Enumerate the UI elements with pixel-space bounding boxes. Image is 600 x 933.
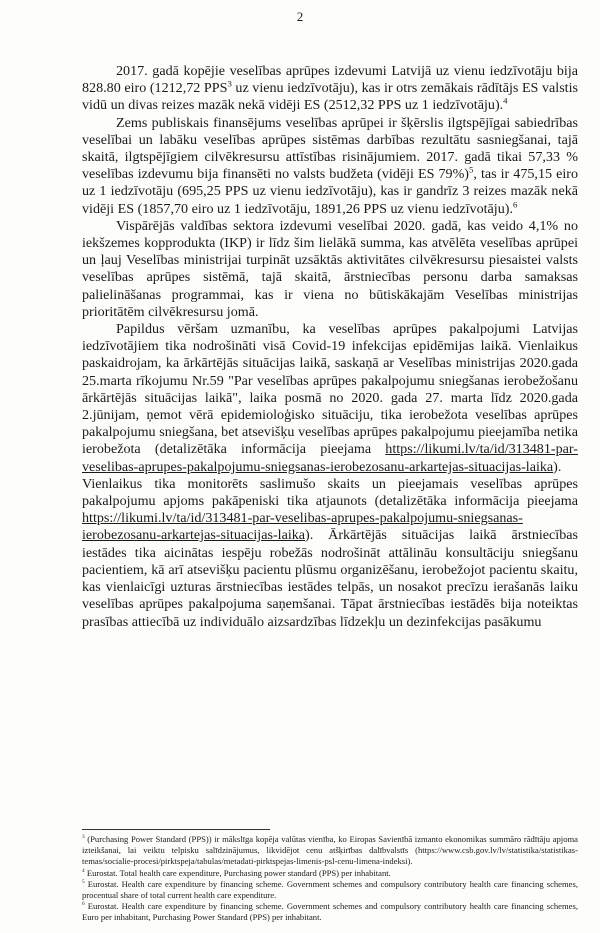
footnote-mark: 4 [82,867,85,874]
paragraph-text: uz vienu iedzīvotāju), kas ir otrs zemākais rādītājs ES valstis vidū un divas reizes mazāk nekā vidēji ES (2512,32 PPS uz 1 iedzīvotāju). [82,80,578,114]
footnote-ref-4[interactable]: 4 [503,95,508,106]
footnote-separator [82,829,270,830]
paragraph-public-funding [82,115,578,218]
likumi-link-1[interactable]: https://likumi.lv/ta/id/313481-par-veselibas-aprupes-pakalpojumu-sniegsanas-ierobezosanu-arkartejas-situacijas-laika [82,441,578,475]
paragraph-text: Papildus vēršam uzmanību, ka veselības aprūpes pakalpojumi Latvijas iedzīvotājiem tika nodrošināti visā Covid-19 infekcijas epidēmijas laikā. Vienlaikus paskaidrojam, ka ārkārtējās situācijas laikā, saskaņā ar Veselības ministrijas 2020.gada 25.marta rīkojumu Nr.59 "Par veselības aprūpes pakalpojumu sniegšanas ierobežošanu ārkārtējās situācijas laikā", laika posmā no 2020. gada 27. marta līdz 2020.gada 2.jūnijam, ņemot vērā epidemioloģisko situāciju, tika ierobežota veselības aprūpes pakalpojumu sniegšana, bet atsevišķu veselības aprūpes pakalpojumu pieejamība netika ierobežota (detalizētāka informācija pieejama [82,321,578,458]
page-number: 2 [296,9,304,24]
footnote-ref-3[interactable]: 3 [227,78,232,89]
footnote-mark: 6 [82,901,85,908]
footnote-4 [82,868,578,879]
likumi-link-2[interactable]: https://likumi.lv/ta/id/313481-par-veselibas-aprupes-pakalpojumu-sniegsanas-ierobezosanu-arkartejas-situacijas-laika [82,510,523,544]
paragraph-text: 2017. gadā kopējie veselības aprūpes izdevumi Latvijā uz vienu iedzīvotāju bija 828.80 eiro (1212,72 PPS [82,63,578,97]
footnote-ref-6[interactable]: 6 [512,198,518,209]
document-body [82,63,578,631]
paragraph-text: ). Vienlaikus tika monitorēts saslimušo skaits un pieejamais veselības aprūpes pakalpojumu apjoms pakāpeniski tika atjaunots (detalizētāka informācija pieejama [82,458,578,510]
paragraph-government-spending-2020: Vispārējās valdības sektora izdevumi veselībai 2020. gadā, kas veido 4,1% no iekšzemes kopprodukta (IKP) ir līdz šim lielākā summa, kas atvēlēta veselības aprūpei un ļauj Veselības ministrijai turpināt uzsāktās aktivitātes cilvēkresursu piesaistei valsts veselības aprūpes sistēmā, tajā skaitā, ārstniecības personu darba samaksas palielināšanas programmai, kas ir viena no būtiskākajām Veselības ministrijas prioritātēm cilvēkresursu jomā. [82,217,578,320]
paragraph-text: , tas ir 475,15 eiro uz 1 iedzīvotāju (695,25 PPS uz vienu iedzīvotāju), kas ir gandrīz 3 reizes mazāk nekā vidēji ES (1857,70 eiro uz 1 iedzīvotāju, 1891,26 PPS uz vienu iedzīvotāju). [82,166,578,217]
paragraph-covid-services [82,321,578,631]
footnote-ref-5[interactable]: 5 [469,164,474,175]
footnote-text: Eurostat. Health care expenditure by financing scheme. Government schemes and compulsory contributory health care financing schemes, procentual share of total current health care expenditure. [82,878,578,901]
footnote-5 [82,879,578,901]
footnote-text: Eurostat. Total health care expenditure, Purchasing power standard (PPS) per inhabitant. [84,867,391,878]
paragraph-text: ). Ārkārtējās situācijas laikā ārstniecības iestādes tika aicinātas iespēju robežās nodrošināt attālināu konsultāciju sniegšanu pacientiem, kā arī atsevišķu pacientu plūsmu organizēšanu, ierobežojot pacientu skaitu, kas vienlaicīgi uzturas ārstniecības iestādes telpās, un nosakot precīzu ierašanās laiku veselības aprūpes pakalpojuma saņemšanai. Tāpat ārstniecības iestādēs bija noteiktas prasības attiecībā uz individuālo aizsardzības līdzekļu un dezinfekcijas pasākumu [82,527,578,630]
footnotes [82,834,578,924]
footnote-text: (Purchasing Power Standard (PPS)) ir mākslīga kopēja valūtas vienība, ko Eiropas Savienībā izmanto ekonomikas summāro rādītāju apjoma izteikšanai, lai veiktu telpisku salīdzinājumus, likvidējot cenu atšķirības dalībvalstīs (https://www.csb.gov.lv/lv/statistika/statistikas-temas/socialie-procesi/pirktspeja/tabulas/metadati-pirktspejas-limenis-psl-cenu-limena-indeksi). [82,834,578,867]
paragraph-text: Zems publiskais finansējums veselības aprūpei ir šķērslis ilgtspējīgai sabiedrības veselībai un labāku veselības aprūpes sistēmas darbības rezultātu sasniegšanai, tajā skaitā, ilgtspējīgiem cilvēkresursu attīstības risinājumiem. 2017. gadā tikai 57,33 % veselības izdevumu bija finansēti no valsts budžeta (vidēji ES 79%) [82,114,578,183]
paragraph-health-expenditure-2017 [82,63,578,115]
footnote-3 [82,834,578,868]
footnote-6 [82,901,578,923]
footnote-mark: 3 [82,834,85,841]
footnote-mark: 5 [82,878,85,885]
footnote-text: Eurostat. Health care expenditure by financing scheme. Government schemes and compulsory contributory health care financing schemes, Euro per inhabitant, Purchasing Power Standard (PPS) per inhabitant. [82,901,578,923]
